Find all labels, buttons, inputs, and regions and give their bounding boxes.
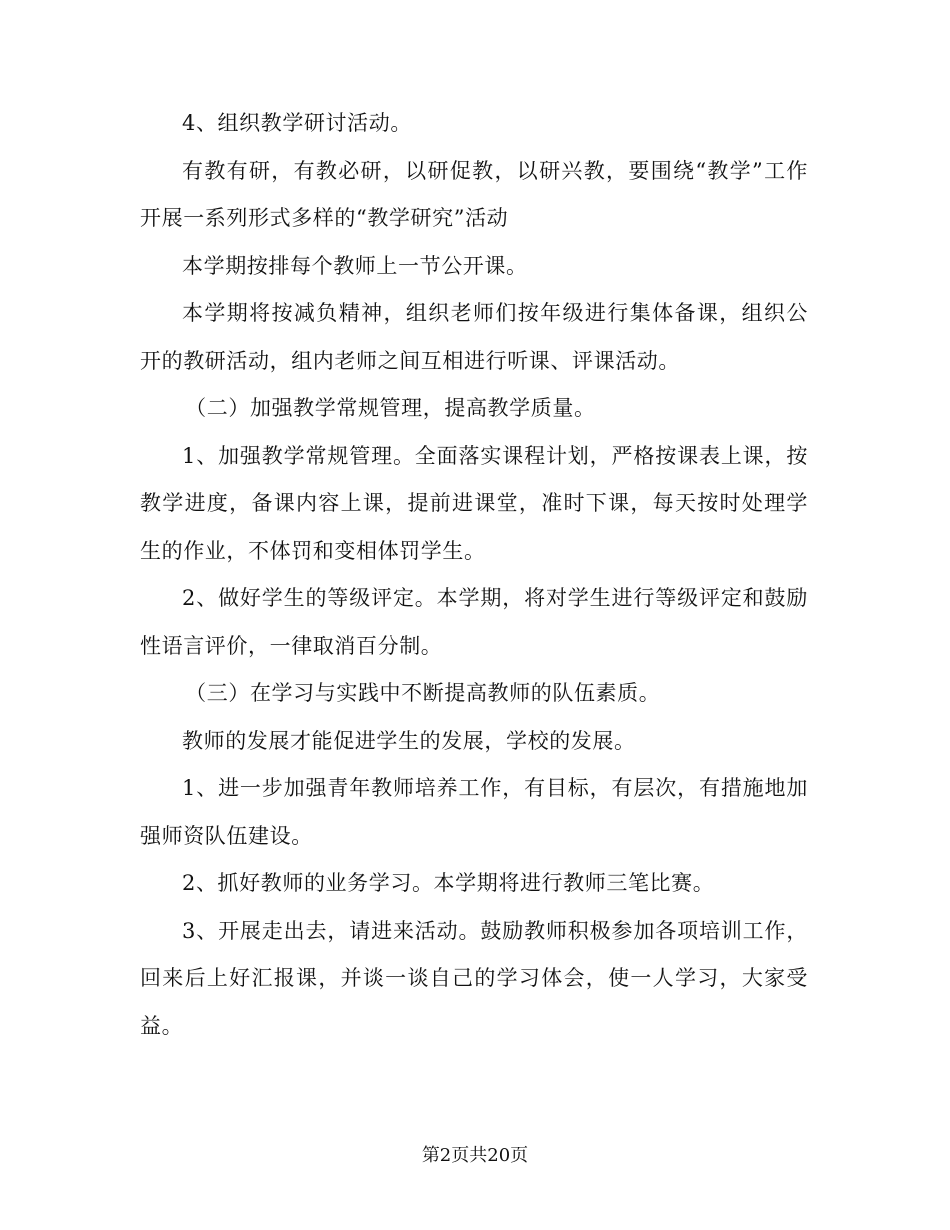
paragraph-collective-prep: 本学期将按减负精神，组织老师们按年级进行集体备课，组织公开的教研活动，组内老师之间互相进行听课、评课活动。 <box>140 301 808 373</box>
paragraph-teacher-development: 教师的发展才能促进学生的发展，学校的发展。 <box>182 728 636 753</box>
section-heading-2: （二）加强教学常规管理，提高教学质量。 <box>185 396 596 420</box>
paragraph-professional-study: 2、抓好教师的业务学习。本学期将进行教师三笔比赛。 <box>182 871 715 895</box>
document-body <box>140 100 808 1050</box>
paragraph-item-4: 4、组织教学研讨活动。 <box>182 111 412 135</box>
section-heading-3: （三）在学习与实践中不断提高教师的队伍素质。 <box>185 681 661 705</box>
paragraph-open-class: 本学期按排每个教师上一节公开课。 <box>182 253 528 278</box>
paragraph-training-activities: 3、开展走出去，请进来活动。鼓励教师积极参加各项培训工作，回来后上好汇报课，并谈一谈自己的学习体会，使一人学习，大家受益。 <box>140 918 808 1038</box>
page-number-footer: 第2页共20页 <box>421 1145 529 1166</box>
paragraph-young-teachers: 1、进一步加强青年教师培养工作，有目标，有层次，有措施地加强师资队伍建设。 <box>140 776 808 848</box>
paragraph-routine-management: 1、加强教学常规管理。全面落实课程计划，严格按课表上课，按教学进度，备课内容上课，提前进课堂，准时下课，每天按时处理学生的作业，不体罚和变相体罚学生。 <box>140 443 808 563</box>
paragraph-research-intro: 有教有研，有教必研，以研促教，以研兴教，要围绕“教学”工作开展一系列形式多样的“教学研究”活动 <box>140 158 808 230</box>
paragraph-grade-evaluation: 2、做好学生的等级评定。本学期，将对学生进行等级评定和鼓励性语言评价，一律取消百分制。 <box>140 586 808 658</box>
